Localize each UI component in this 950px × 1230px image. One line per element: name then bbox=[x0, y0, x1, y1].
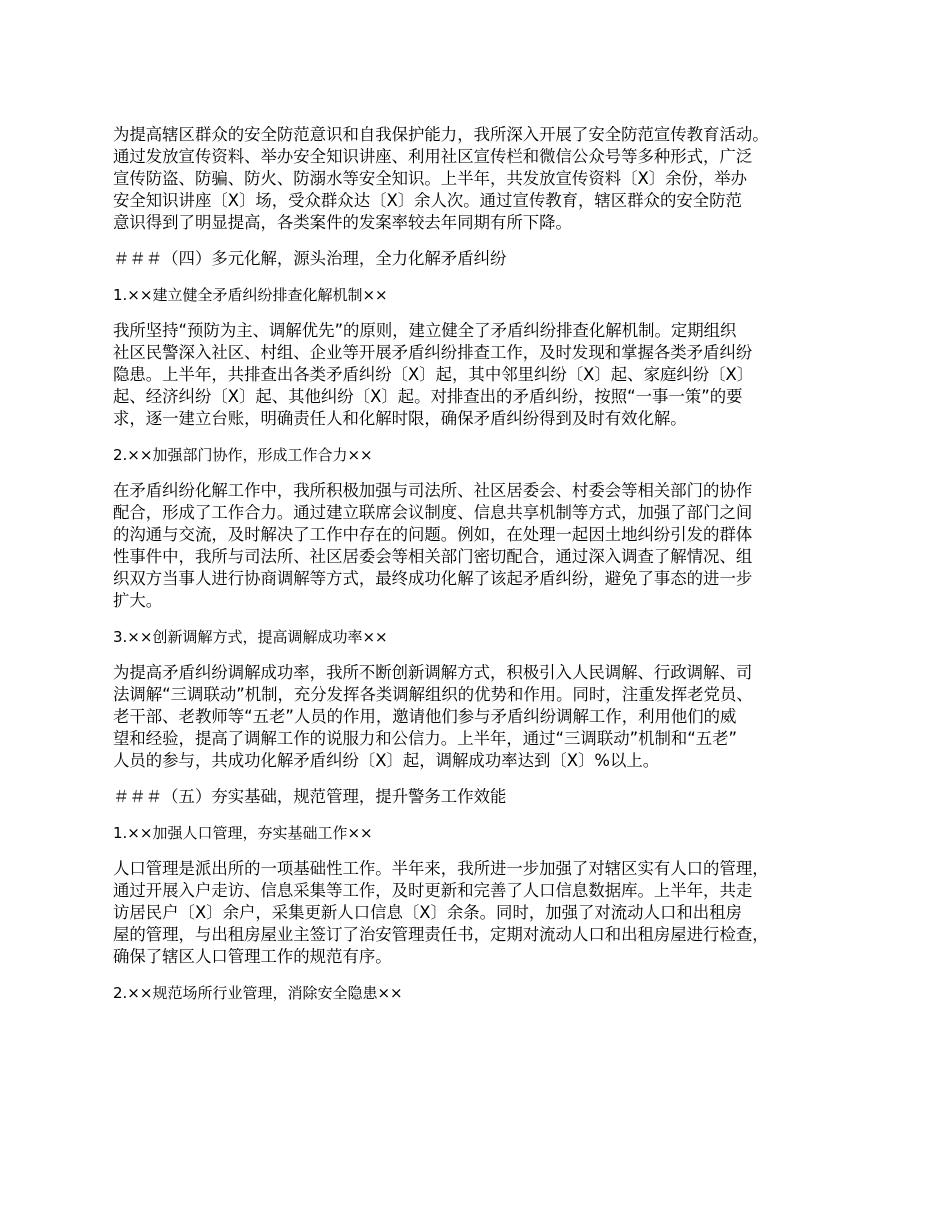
document-page bbox=[113, 124, 861, 1018]
text-line: 安全知识讲座〔X〕场，受众群众达〔X〕余人次。通过宣传教育，辖区群众的安全防范 bbox=[113, 191, 742, 210]
paragraph-department-cooperation bbox=[113, 480, 861, 612]
paragraph-dispute-screening bbox=[113, 320, 861, 430]
text-line: 我所坚持“预防为主、调解优先”的原则，建立健全了矛盾纠纷排查化解机制。定期组织 bbox=[113, 321, 737, 340]
text-line: 老干部、老教师等“五老”人员的作用，邀请他们参与矛盾纠纷调解工作，利用他们的威 bbox=[113, 707, 737, 726]
text-line: 为提高辖区群众的安全防范意识和自我保护能力，我所深入开展了安全防范宣传教育活动。 bbox=[113, 125, 769, 144]
text-line: 隐患。上半年，共排查出各类矛盾纠纷〔X〕起，其中邻里纠纷〔X〕起、家庭纠纷〔X〕 bbox=[113, 365, 754, 384]
text-line: 求，逐一建立台账，明确责任人和化解时限，确保矛盾纠纷得到及时有效化解。 bbox=[113, 409, 687, 428]
text-line: 性事件中，我所与司法所、社区居委会等相关部门密切配合，通过深入调查了解情况、组 bbox=[113, 547, 753, 566]
text-line: 宣传防盗、防骗、防火、防溺水等安全知识。上半年，共发放宣传资料〔X〕余份，举办 bbox=[113, 169, 748, 188]
subheading-4-3: 3.××创新调解方式，提高调解成功率×× bbox=[113, 628, 388, 646]
paragraph-safety-publicity bbox=[113, 124, 861, 234]
paragraph-mediation-innovation bbox=[113, 662, 861, 772]
text-line: 扩大。 bbox=[113, 591, 163, 610]
text-line: 望和经验，提高了调解工作的说服力和公信力。上半年，通过“三调联动”机制和“五老” bbox=[113, 729, 738, 748]
text-line: 意识得到了明显提高，各类案件的发案率较去年同期有所下降。 bbox=[113, 213, 572, 232]
text-line: 为提高矛盾纠纷调解成功率，我所不断创新调解方式，积极引入人民调解、行政调解、司 bbox=[113, 663, 753, 682]
subheading-4-2: 2.××加强部门协作，形成工作合力×× bbox=[113, 446, 373, 464]
text-line: 通过开展入户走访、信息采集等工作，及时更新和完善了人口信息数据库。上半年，共走 bbox=[113, 881, 753, 900]
text-line: 人员的参与，共成功化解矛盾纠纷〔X〕起，调解成功率达到〔X〕%以上。 bbox=[113, 751, 660, 770]
subheading-4-1: 1.××建立健全矛盾纠纷排查化解机制×× bbox=[113, 286, 388, 304]
paragraph-population-management bbox=[113, 858, 861, 968]
text-line: 屋的管理，与出租房屋业主签订了治安管理责任书，定期对流动人口和出租房屋进行检查， bbox=[113, 925, 769, 944]
text-line: 社区民警深入社区、村组、企业等开展矛盾纠纷排查工作，及时发现和掌握各类矛盾纠纷 bbox=[113, 343, 753, 362]
text-line: 人口管理是派出所的一项基础性工作。半年来，我所进一步加强了对辖区实有人口的管理， bbox=[113, 859, 769, 878]
text-line: 的沟通与交流，及时解决了工作中存在的问题。例如，在处理一起因土地纠纷引发的群体 bbox=[113, 525, 753, 544]
text-line: 法调解“三调联动”机制，充分发挥各类调解组织的优势和作用。同时，注重发挥老党员、 bbox=[113, 685, 753, 704]
text-line: 起、经济纠纷〔X〕起、其他纠纷〔X〕起。对排查出的矛盾纠纷，按照“一事一策”的要 bbox=[113, 387, 743, 406]
section-heading-4: ＃＃＃（四）多元化解，源头治理，全力化解矛盾纠纷 bbox=[113, 249, 507, 268]
subheading-5-2: 2.××规范场所行业管理，消除安全隐患×× bbox=[113, 984, 403, 1002]
text-line: 确保了辖区人口管理工作的规范有序。 bbox=[113, 947, 392, 966]
subheading-5-1: 1.××加强人口管理，夯实基础工作×× bbox=[113, 824, 373, 842]
text-line: 访居民户〔X〕余户，采集更新人口信息〔X〕余条。同时，加强了对流动人口和出租房 bbox=[113, 903, 742, 922]
text-line: 通过发放宣传资料、举办安全知识讲座、利用社区宣传栏和微信公众号等多种形式，广泛 bbox=[113, 147, 753, 166]
section-heading-5: ＃＃＃（五）夯实基础，规范管理，提升警务工作效能 bbox=[113, 787, 507, 806]
text-line: 配合，形成了工作合力。通过建立联席会议制度、信息共享机制等方式，加强了部门之间 bbox=[113, 503, 753, 522]
text-line: 在矛盾纠纷化解工作中，我所积极加强与司法所、社区居委会、村委会等相关部门的协作 bbox=[113, 481, 753, 500]
text-line: 织双方当事人进行协商调解等方式，最终成功化解了该起矛盾纠纷，避免了事态的进一步 bbox=[113, 569, 753, 588]
